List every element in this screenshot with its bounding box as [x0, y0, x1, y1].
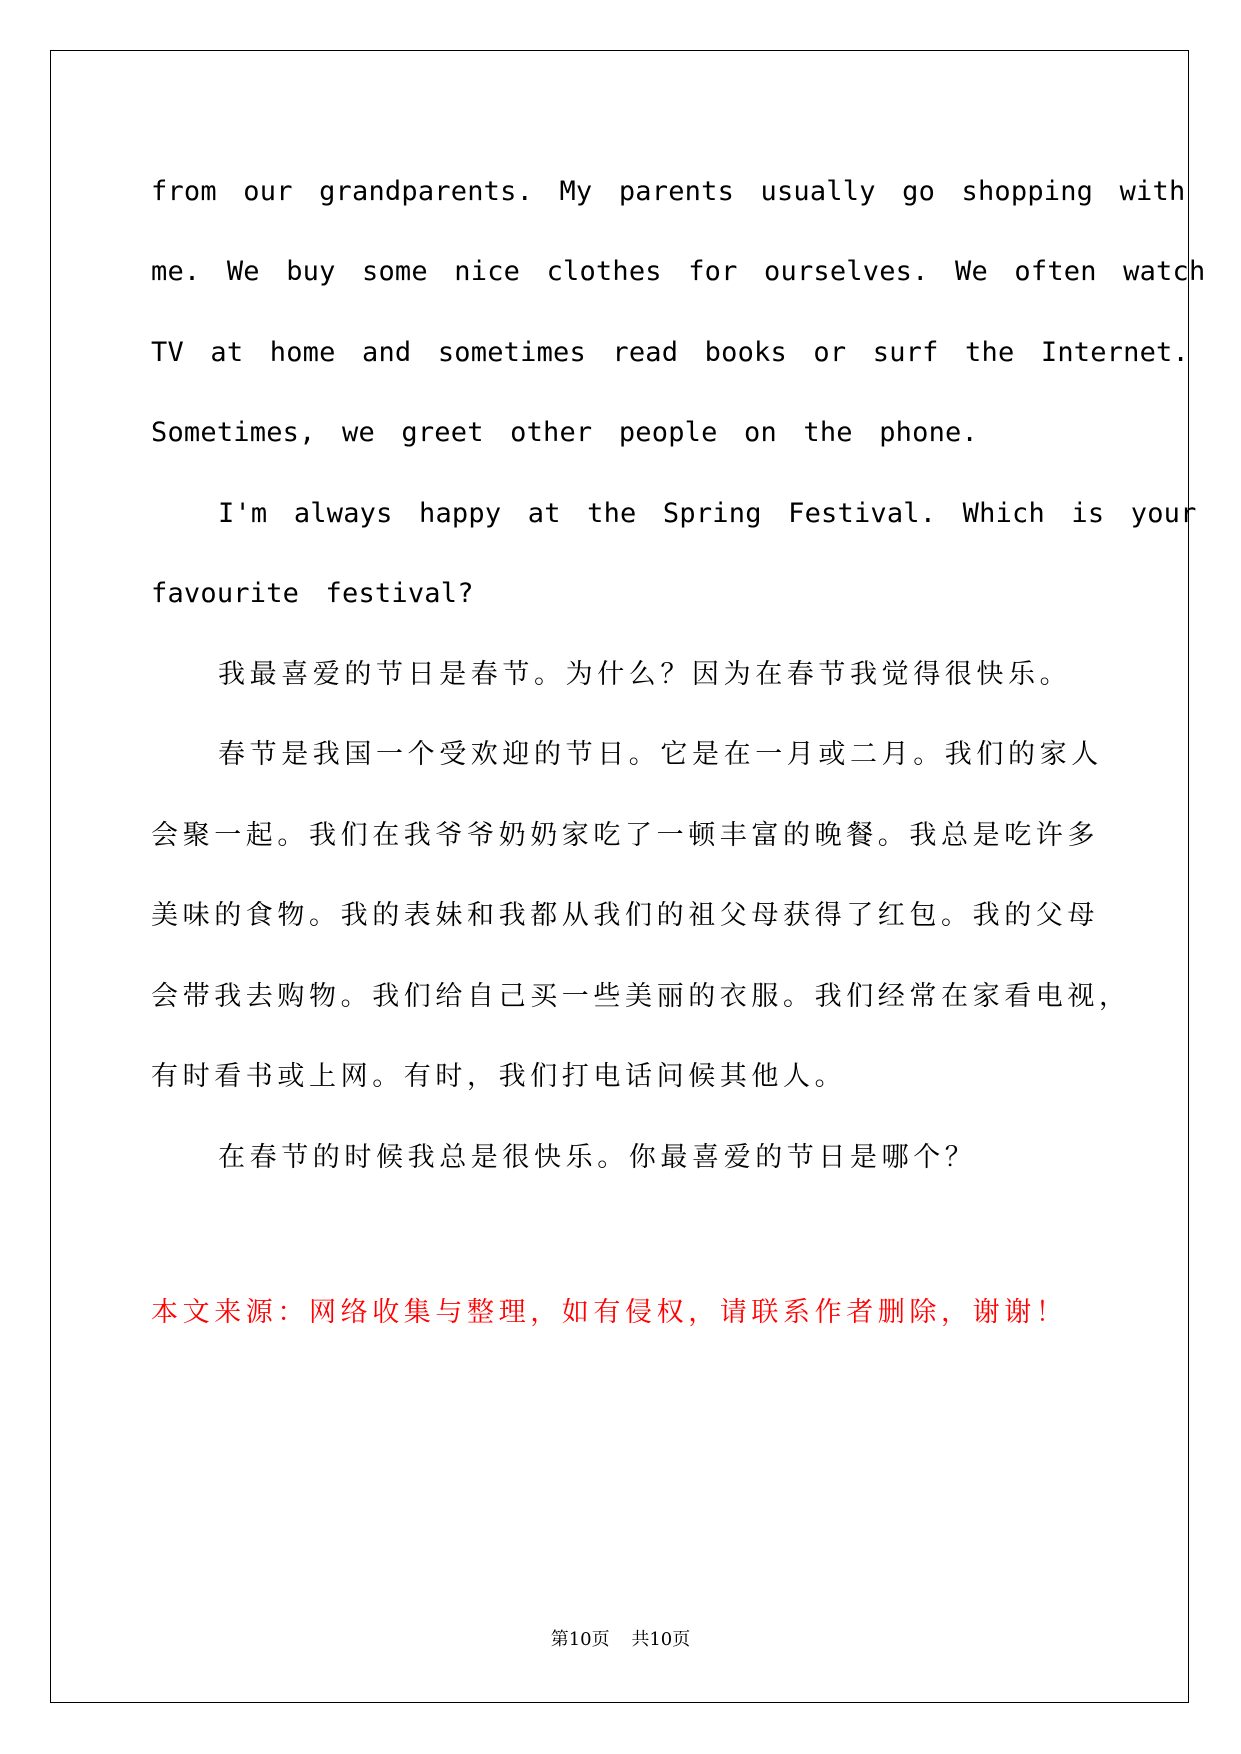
- english-paragraph-1-line-2: me. We buy some nice clothes for ourselves. We often watch: [151, 256, 1206, 287]
- english-paragraph-1-line-4: Sometimes, we greet other people on the phone.: [151, 417, 978, 448]
- chinese-paragraph-2-line-1: 春节是我国一个受欢迎的节日。它是在一月或二月。我们的家人: [218, 739, 1103, 770]
- chinese-paragraph-2-line-3: 美味的食物。我的表妹和我都从我们的祖父母获得了红包。我的父母: [151, 900, 1099, 931]
- english-paragraph-2-line-1: I'm always happy at the Spring Festival. Which is your: [218, 498, 1197, 529]
- total-pages: 共10页: [631, 1629, 691, 1650]
- chinese-paragraph-3: 在春节的时候我总是很快乐。你最喜爱的节日是哪个？: [218, 1142, 977, 1173]
- page-footer: [0, 1625, 1241, 1651]
- english-paragraph-1-line-3: TV at home and sometimes read books or surf the Internet.: [151, 337, 1189, 368]
- source-notice: 本文来源：网络收集与整理，如有侵权，请联系作者删除，谢谢！: [151, 1297, 1068, 1328]
- page-border: [50, 50, 1206, 1703]
- chinese-paragraph-2-line-4: 会带我去购物。我们给自己买一些美丽的衣服。我们经常在家看电视，: [151, 981, 1131, 1012]
- chinese-paragraph-2-line-2: 会聚一起。我们在我爷爷奶奶家吃了一顿丰富的晚餐。我总是吃许多: [151, 820, 1099, 851]
- chinese-paragraph-1: 我最喜爱的节日是春节。为什么？因为在春节我觉得很快乐。: [218, 659, 1072, 690]
- page-number: 第10页: [550, 1629, 610, 1650]
- english-paragraph-2-line-2: favourite festival?: [151, 578, 474, 609]
- chinese-paragraph-2-line-5: 有时看书或上网。有时，我们打电话问候其他人。: [151, 1061, 847, 1092]
- english-paragraph-1-line-1: from our grandparents. My parents usually go shopping with: [151, 176, 1186, 207]
